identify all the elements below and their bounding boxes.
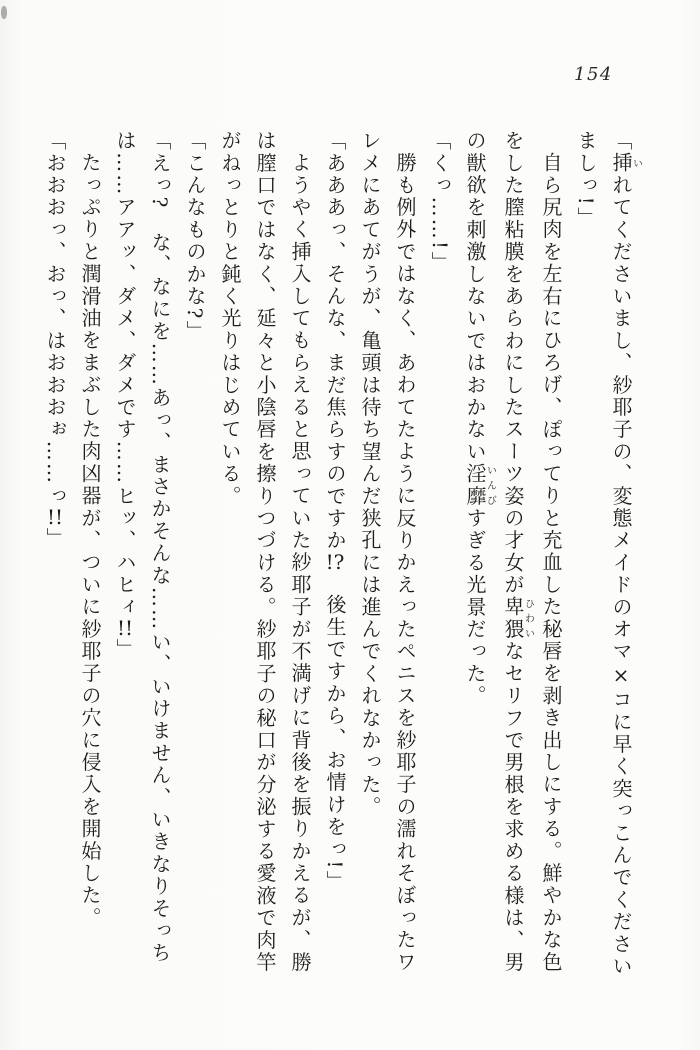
text-line: をした膣粘膜をあらわにしたスーツ姿の才女が卑猥ひわいなセリフで男根を求める様は、男 [501, 130, 534, 974]
text-line: レメにあてがうが、亀頭は待ち望んだ狭孔には進んでくれなかった。 [358, 130, 382, 819]
vertical-text-block [37, 130, 641, 980]
text-line: たっぷりと潤滑油をまぶした肉凶器が、ついに紗耶子の穴に侵入を開始した。 [78, 152, 102, 930]
text-line: 自ら尻肉を左右にひろげ、ぽってりと充血した秘唇を剥き出しにする。鮮やかな色 [539, 152, 563, 974]
text-line: 「くっ……!」 [428, 130, 452, 274]
text-line: 「挿いれてくださいまし、紗耶子の、変態メイドのオマ×コに早く突っこんでください [609, 130, 642, 978]
tate-chu-yoko-glyph: !? [325, 551, 345, 572]
text-line: 「おおおっ、おっ、はおおおぉ……っ!!」 [43, 130, 67, 550]
text-line: 勝も例外ではなく、あわてたように反りかえったペニスを紗耶子の濡れそぼったワ [393, 152, 417, 974]
page-number: 154 [574, 64, 613, 85]
text-line: ましっ!」 [574, 130, 598, 230]
scan-artifact-mark [1, 6, 7, 19]
text-line: 「こんなものかな?」 [183, 130, 207, 343]
tate-chu-yoko-glyph: !! [116, 618, 134, 639]
text-line: は膣口ではなく、延々と小陰唇を擦りつづける。紗耶子の秘口が分泌する愛液で肉竿 [253, 130, 277, 974]
furigana-annotated-word: 挿い [609, 152, 642, 175]
text-line: がねっとりと鈍く光りはじめている。 [218, 130, 242, 508]
furigana-annotated-word: 淫靡いんび [463, 463, 496, 508]
text-line: の獣欲を刺激しないではおかない淫靡いんびすぎる光景だった。 [463, 130, 496, 708]
text-line: 「あああっ、そんな、まだ焦らすのですか!? 後生ですから、お情けをっ!」 [323, 130, 347, 893]
furigana-annotated-word: 卑猥ひわい [501, 596, 534, 641]
tate-chu-yoko-glyph: !! [46, 507, 64, 528]
text-line: は……アアッ、ダメ、ダメです……ヒッ、ハヒィ!!」 [113, 130, 137, 661]
text-line: 「えっ? な、なにを……あっ、まさかそんな……い、いけません、いきなりそっち [148, 130, 172, 965]
text-line: ようやく挿入してもらえると思っていた紗耶子が不満げに背後を振りかえるが、勝 [288, 152, 312, 974]
